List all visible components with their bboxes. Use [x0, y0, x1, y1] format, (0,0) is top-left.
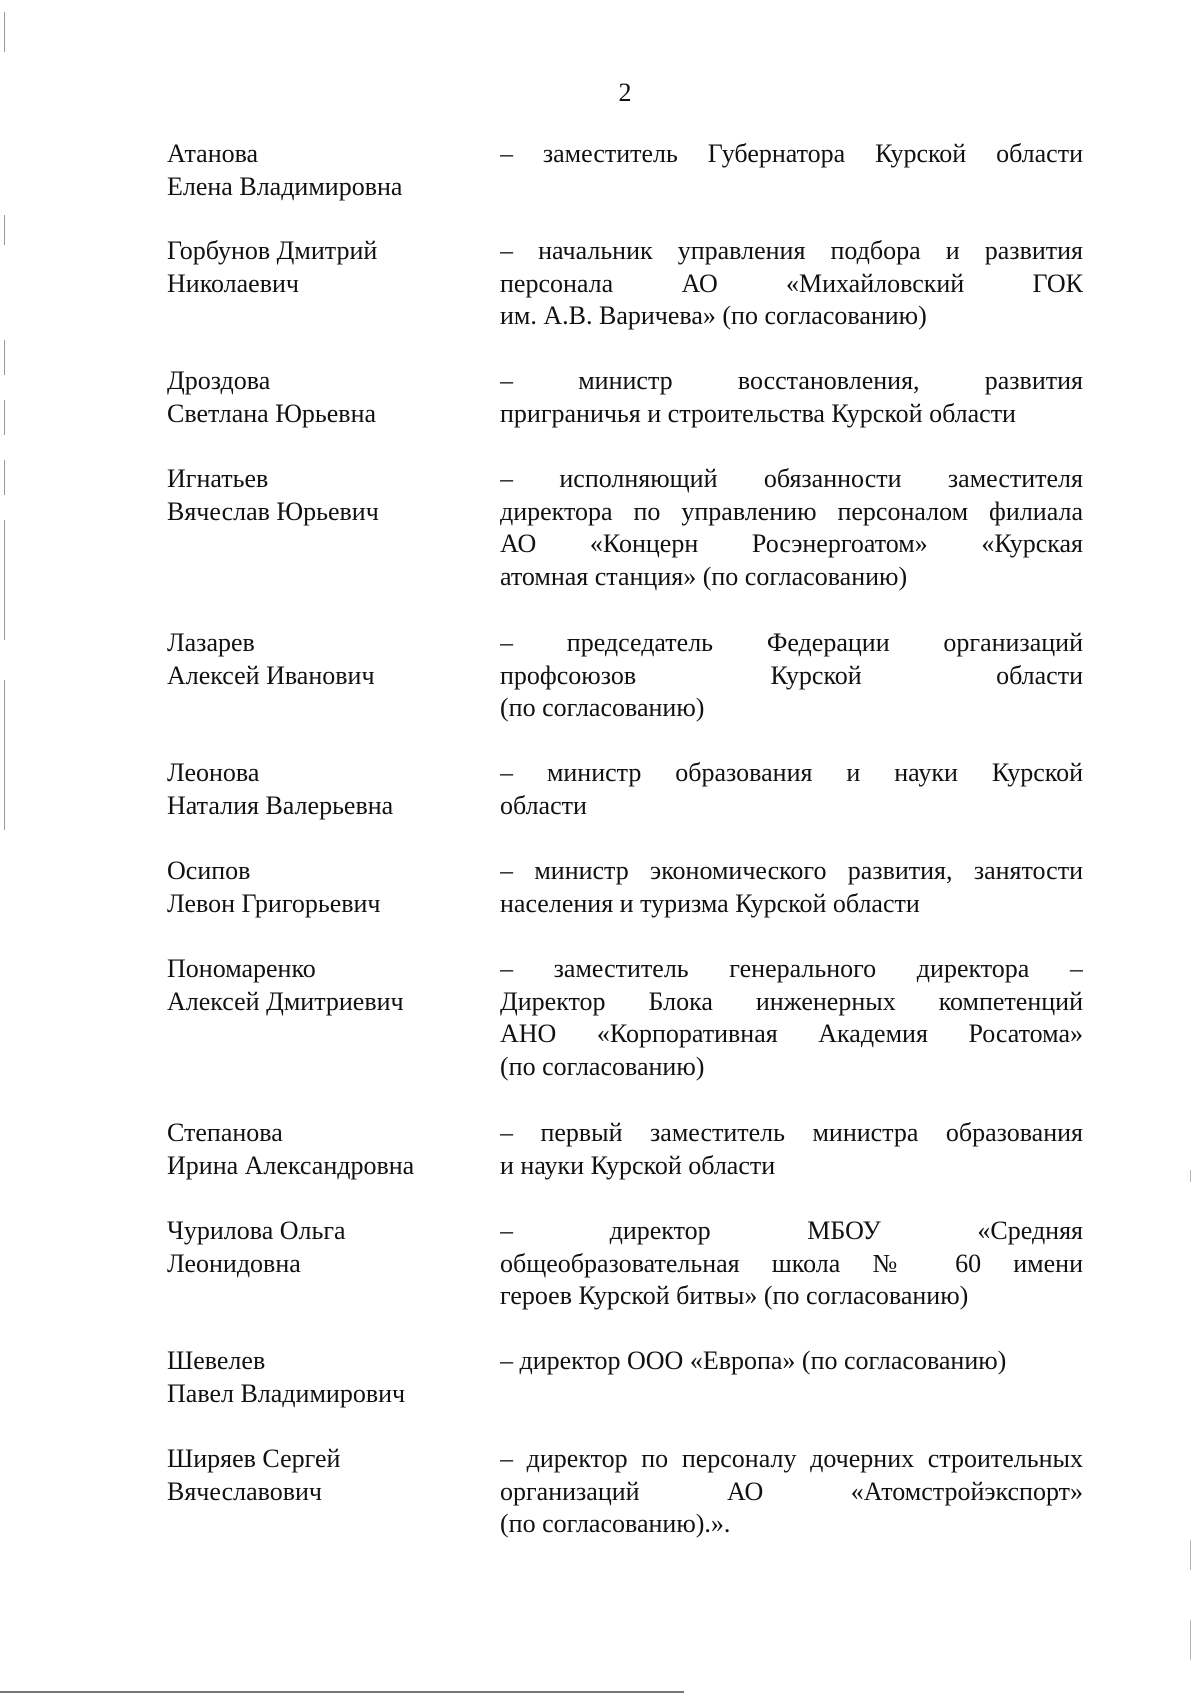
member-position	[500, 1117, 1083, 1182]
member-name-line: Вячеславович	[167, 1476, 322, 1506]
member-position	[500, 1215, 1083, 1313]
scan-edge-line	[4, 520, 5, 640]
member-position	[500, 463, 1083, 593]
member-position	[500, 1443, 1083, 1541]
scan-edge-line	[4, 215, 5, 245]
member-name-line: Игнатьев	[167, 464, 269, 493]
scan-edge-line	[1190, 1540, 1191, 1570]
member-position	[500, 138, 1083, 171]
member-position	[500, 627, 1083, 725]
member-position-line: приграничья и строительства Курской области	[500, 398, 1016, 428]
member-name-line: Павел Владимирович	[167, 1378, 406, 1408]
member-position	[500, 757, 1083, 822]
member-position-line: – директор МБОУ «Средняя	[500, 1216, 1083, 1245]
member-name-line: Ширяев Сергей	[167, 1444, 341, 1473]
member-position-line: Директор Блока инженерных компетенций	[500, 986, 1083, 1016]
member-name-line: Степанова	[167, 1118, 283, 1147]
member-position-line: им. А.В. Варичева» (по согласованию)	[500, 301, 927, 330]
member-position-line: организаций АО «Атомстройэкспорт»	[500, 1476, 1083, 1506]
member-name-line: Шевелев	[167, 1346, 266, 1375]
member-name-line: Осипов	[167, 856, 251, 885]
member-name-line: Горбунов Дмитрий	[167, 236, 378, 265]
member-position-line: (по согласованию).».	[500, 1509, 731, 1538]
member-position	[500, 953, 1083, 1083]
member-name-line: Елена Владимировна	[167, 171, 403, 201]
member-position-line: и науки Курской области	[500, 1150, 776, 1180]
member-name-line: Леонова	[167, 758, 260, 787]
member-name	[167, 1443, 467, 1508]
member-name	[167, 1345, 467, 1410]
member-name-line: Левон Григорьевич	[167, 888, 381, 918]
member-name-line: Пономаренко	[167, 954, 316, 983]
member-name-line: Алексей Иванович	[167, 660, 375, 690]
member-name-line: Ирина Александровна	[167, 1150, 415, 1180]
member-position-line: профсоюзов Курской области	[500, 660, 1083, 690]
member-name	[167, 1117, 467, 1182]
member-name	[167, 953, 467, 1018]
scan-edge-line	[4, 340, 5, 375]
page-number: 2	[618, 78, 632, 107]
member-position-line: – заместитель Губернатора Курской области	[500, 139, 1083, 168]
member-name-line: Николаевич	[167, 268, 299, 298]
member-position	[500, 1345, 1083, 1378]
member-position-line: персонала АО «Михайловский ГОК	[500, 268, 1083, 298]
member-position	[500, 365, 1083, 430]
member-position-line: – заместитель генерального директора –	[500, 954, 1083, 983]
member-position-line: АНО «Корпоративная Академия Росатома»	[500, 1019, 1083, 1048]
member-name	[167, 235, 467, 300]
member-name-line: Вячеслав Юрьевич	[167, 496, 379, 526]
member-position-line: – министр образования и науки Курской	[500, 758, 1083, 787]
scan-edge-line	[4, 12, 5, 52]
member-position-line: – председатель Федерации организаций	[500, 628, 1083, 657]
scan-edge-line	[1190, 1170, 1191, 1182]
scan-edge-line	[4, 400, 5, 435]
member-position-line: атомная станция» (по согласованию)	[500, 561, 908, 591]
member-position-line: – директор ООО «Европа» (по согласованию)	[500, 1346, 1007, 1375]
member-position	[500, 235, 1083, 333]
member-position-line: (по согласованию)	[500, 1051, 705, 1081]
member-position-line: – исполняющий обязанности заместителя	[500, 464, 1083, 493]
member-name-line: Чурилова Ольга	[167, 1216, 346, 1245]
scan-edge-line	[4, 680, 5, 830]
member-position-line: области	[500, 790, 587, 820]
member-position-line: АО «Концерн Росэнергоатом» «Курская	[500, 529, 1083, 558]
member-name-line: Лазарев	[167, 628, 255, 657]
member-position-line: – министр восстановления, развития	[500, 366, 1083, 395]
member-position-line: (по согласованию)	[500, 693, 705, 722]
member-position-line: директора по управлению персоналом филиала	[500, 496, 1083, 526]
member-position-line: населения и туризма Курской области	[500, 888, 920, 918]
member-name-line: Дроздова	[167, 366, 271, 395]
member-position-line: – директор по персоналу дочерних строительных	[500, 1444, 1083, 1473]
member-name	[167, 855, 467, 920]
member-name	[167, 627, 467, 692]
member-name	[167, 138, 467, 203]
scan-bottom-edge	[0, 1691, 684, 1693]
member-name-line: Наталия Валерьевна	[167, 790, 394, 820]
scan-edge-line	[1190, 1620, 1191, 1660]
member-name-line: Алексей Дмитриевич	[167, 986, 404, 1016]
member-position-line: общеобразовательная школа № 60 имени	[500, 1248, 1083, 1278]
member-name-line: Атанова	[167, 139, 259, 168]
member-name	[167, 365, 467, 430]
member-position-line: – начальник управления подбора и развития	[500, 236, 1083, 265]
member-name-line: Светлана Юрьевна	[167, 398, 377, 428]
member-name	[167, 1215, 467, 1280]
member-position-line: – первый заместитель министра образования	[500, 1118, 1083, 1147]
member-position-line: – министр экономического развития, занятости	[500, 856, 1083, 885]
member-position	[500, 855, 1083, 920]
member-name	[167, 757, 467, 822]
member-name	[167, 463, 467, 528]
member-name-line: Леонидовна	[167, 1248, 301, 1278]
member-position-line: героев Курской битвы» (по согласованию)	[500, 1281, 969, 1310]
scan-edge-line	[4, 460, 5, 495]
